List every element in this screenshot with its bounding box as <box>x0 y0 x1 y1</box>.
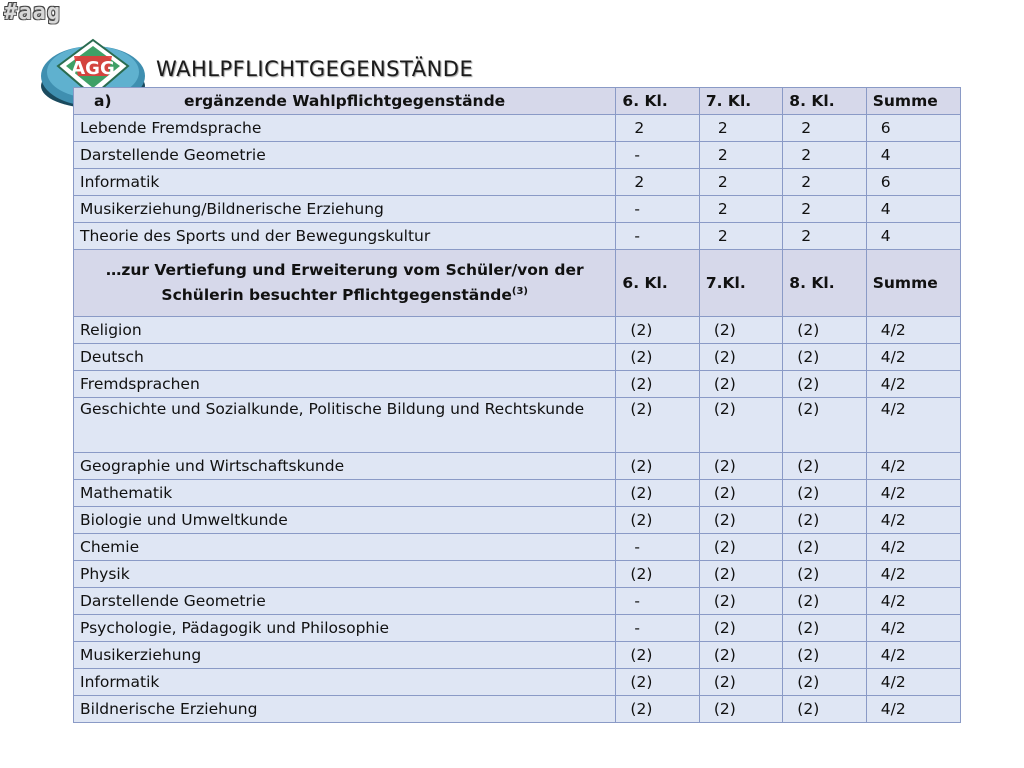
subject-name: Chemie <box>74 534 616 561</box>
hours-value: 4/2 <box>866 669 960 696</box>
hours-value: 4/2 <box>866 615 960 642</box>
hours-value: (2) <box>783 588 866 615</box>
table-row <box>74 534 961 561</box>
hours-value: (2) <box>616 507 699 534</box>
section-b-heading-line2: Schülerin besuchter Pflichtgegenstände <box>161 286 512 305</box>
hours-value: 6 <box>866 169 960 196</box>
hours-value: 4/2 <box>866 696 960 723</box>
column-header: Summe <box>866 88 960 115</box>
hours-value: (2) <box>783 615 866 642</box>
hours-value: 4 <box>866 223 960 250</box>
table-row <box>74 453 961 480</box>
table-row <box>74 615 961 642</box>
subject-name: Musikerziehung <box>74 642 616 669</box>
hours-value: 2 <box>699 115 782 142</box>
hours-value: 2 <box>699 223 782 250</box>
subject-name: Theorie des Sports und der Bewegungskultur <box>74 223 616 250</box>
hours-value: 4/2 <box>866 371 960 398</box>
section-a-heading-text: ergänzende Wahlpflichtgegenstände <box>184 92 506 110</box>
table-row <box>74 669 961 696</box>
subject-name: Mathematik <box>74 480 616 507</box>
hours-value: (2) <box>783 696 866 723</box>
hours-value: - <box>616 196 699 223</box>
hours-value: 2 <box>699 142 782 169</box>
section-a-label: a) <box>94 92 112 110</box>
tag-label: #aag <box>4 0 61 25</box>
hours-value: - <box>616 534 699 561</box>
hours-value: (2) <box>783 344 866 371</box>
hours-value: (2) <box>699 480 782 507</box>
hours-value: 2 <box>783 223 866 250</box>
table-row <box>74 115 961 142</box>
table-row <box>74 344 961 371</box>
subject-name: Religion <box>74 317 616 344</box>
table-row <box>74 142 961 169</box>
subject-name: Fremdsprachen <box>74 371 616 398</box>
section-b-heading-line1: …zur Vertiefung und Erweiterung vom Schüler/von der <box>105 261 584 280</box>
hours-value: (2) <box>783 534 866 561</box>
page-title: WAHLPFLICHTGEGENSTÄNDE <box>156 57 474 81</box>
column-header: Summe <box>866 250 960 317</box>
hours-value: (2) <box>783 480 866 507</box>
subject-name: Deutsch <box>74 344 616 371</box>
column-header: 6. Kl. <box>616 250 699 317</box>
hours-value: 2 <box>699 169 782 196</box>
hours-value: (2) <box>699 588 782 615</box>
section-a-heading <box>74 88 616 115</box>
subject-name: Darstellende Geometrie <box>74 142 616 169</box>
table-row <box>74 507 961 534</box>
hours-value: (2) <box>699 398 782 453</box>
table-row <box>74 398 961 453</box>
hours-value: (2) <box>616 561 699 588</box>
hours-value: (2) <box>783 642 866 669</box>
table-row <box>74 196 961 223</box>
hours-value: (2) <box>616 696 699 723</box>
column-header: 7. Kl. <box>699 88 782 115</box>
subject-name: Informatik <box>74 169 616 196</box>
hours-value: 4/2 <box>866 507 960 534</box>
table-row <box>74 169 961 196</box>
hours-value: 4/2 <box>866 561 960 588</box>
subject-name: Darstellende Geometrie <box>74 588 616 615</box>
hours-value: (2) <box>699 696 782 723</box>
table-row <box>74 561 961 588</box>
hours-value: 2 <box>783 142 866 169</box>
hours-value: 4/2 <box>866 480 960 507</box>
hours-value: 6 <box>866 115 960 142</box>
hours-value: (2) <box>699 453 782 480</box>
hours-value: 4/2 <box>866 453 960 480</box>
hours-value: 4/2 <box>866 534 960 561</box>
hours-value: 2 <box>783 169 866 196</box>
column-header: 7.Kl. <box>699 250 782 317</box>
hours-value: 4 <box>866 196 960 223</box>
hours-value: 4/2 <box>866 588 960 615</box>
hours-value: 2 <box>783 115 866 142</box>
hours-value: (2) <box>616 642 699 669</box>
hours-value: (2) <box>783 507 866 534</box>
section-a-header-row <box>74 88 961 115</box>
hours-value: - <box>616 142 699 169</box>
hours-value: (2) <box>699 534 782 561</box>
logo-lettering: AGG <box>71 58 115 79</box>
section-b-heading <box>74 250 616 317</box>
hours-value: 4/2 <box>866 642 960 669</box>
table-row <box>74 480 961 507</box>
hours-value: 2 <box>783 196 866 223</box>
hours-value: - <box>616 615 699 642</box>
subject-name: Informatik <box>74 669 616 696</box>
hours-value: (2) <box>616 398 699 453</box>
hours-value: 2 <box>616 169 699 196</box>
hours-value: (2) <box>699 642 782 669</box>
subject-name: Biologie und Umweltkunde <box>74 507 616 534</box>
hours-value: 2 <box>616 115 699 142</box>
hours-value: (2) <box>783 561 866 588</box>
hours-value: (2) <box>699 669 782 696</box>
hours-value: 2 <box>699 196 782 223</box>
table-row <box>74 371 961 398</box>
hours-value: (2) <box>699 561 782 588</box>
column-header: 8. Kl. <box>783 250 866 317</box>
hours-value: (2) <box>699 317 782 344</box>
subject-name: Lebende Fremdsprache <box>74 115 616 142</box>
hours-value: - <box>616 588 699 615</box>
table-row <box>74 696 961 723</box>
table-row <box>74 642 961 669</box>
hours-value: (2) <box>783 453 866 480</box>
hours-value: (2) <box>699 615 782 642</box>
column-header: 8. Kl. <box>783 88 866 115</box>
hours-value: (2) <box>783 398 866 453</box>
hours-value: (2) <box>699 507 782 534</box>
footnote-marker: (3) <box>511 286 528 298</box>
column-header: 6. Kl. <box>616 88 699 115</box>
hours-value: (2) <box>616 480 699 507</box>
hours-value: 4/2 <box>866 398 960 453</box>
hours-value: - <box>616 223 699 250</box>
subject-name: Geographie und Wirtschaftskunde <box>74 453 616 480</box>
section-b-header-row <box>74 250 961 317</box>
table-row <box>74 317 961 344</box>
hours-value: (2) <box>616 669 699 696</box>
table-row <box>74 588 961 615</box>
hours-value: 4/2 <box>866 317 960 344</box>
hours-value: (2) <box>616 344 699 371</box>
subject-name: Bildnerische Erziehung <box>74 696 616 723</box>
subject-name: Geschichte und Sozialkunde, Politische Bildung und Rechtskunde <box>74 398 616 453</box>
subject-name: Musikerziehung/Bildnerische Erziehung <box>74 196 616 223</box>
hours-value: (2) <box>616 317 699 344</box>
hours-value: (2) <box>783 371 866 398</box>
table-row <box>74 223 961 250</box>
hours-value: 4/2 <box>866 344 960 371</box>
section-b-heading-line2-wrap <box>80 281 609 306</box>
hours-value: (2) <box>616 453 699 480</box>
hours-value: 4 <box>866 142 960 169</box>
hours-value: (2) <box>783 669 866 696</box>
subject-name: Psychologie, Pädagogik und Philosophie <box>74 615 616 642</box>
hours-value: (2) <box>783 317 866 344</box>
elective-subjects-table <box>73 87 961 723</box>
hours-value: (2) <box>699 344 782 371</box>
hours-value: (2) <box>616 371 699 398</box>
hours-value: (2) <box>699 371 782 398</box>
subject-name: Physik <box>74 561 616 588</box>
